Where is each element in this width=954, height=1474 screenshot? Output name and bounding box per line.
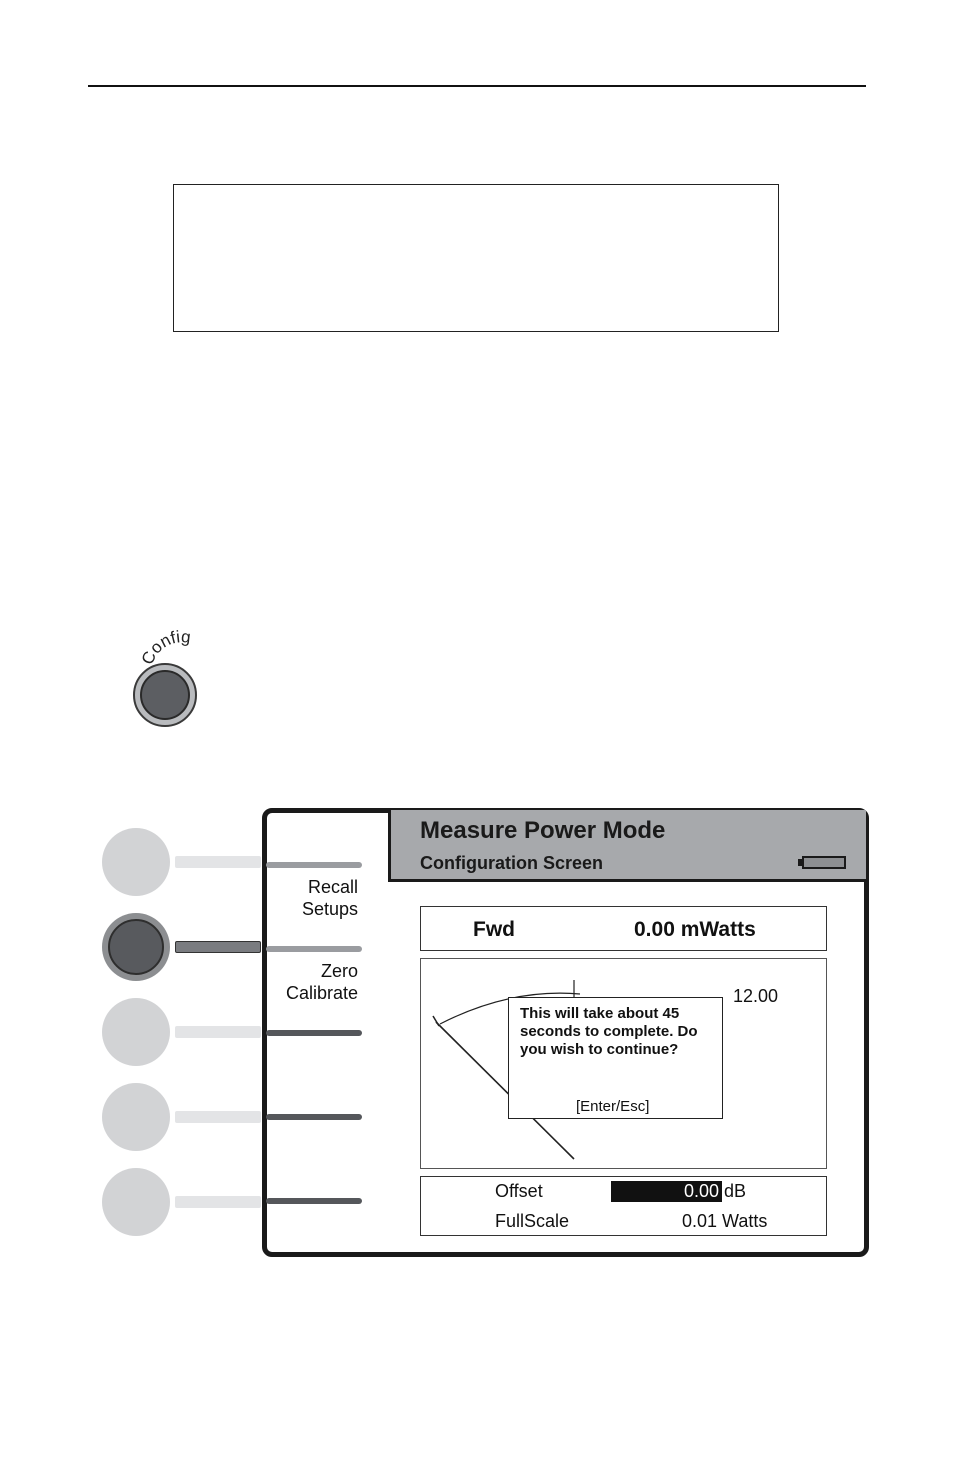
- softkey-1-connector: [175, 856, 261, 868]
- screen-subtitle: Configuration Screen: [420, 853, 604, 873]
- softkey-5-connector: [175, 1196, 261, 1208]
- dialog-enter-esc-hint[interactable]: [Enter/Esc]: [576, 1098, 650, 1115]
- softkey-2-connector: [175, 941, 261, 953]
- softkey-4-button[interactable]: [102, 1083, 170, 1151]
- softkey-1-label-line1: Recall: [307, 877, 358, 897]
- softkey-recall-setups-label[interactable]: [302, 876, 358, 920]
- config-button[interactable]: [133, 663, 197, 727]
- note-box: [173, 184, 779, 332]
- softkey-1-button[interactable]: [102, 828, 170, 896]
- fullscale-value[interactable]: 0.01 Watts: [682, 1211, 768, 1231]
- screen-title: Measure Power Mode: [420, 817, 666, 844]
- config-label: Config: [137, 626, 192, 668]
- battery-icon: [802, 856, 846, 869]
- meter-max-label: 12.00: [733, 986, 779, 1006]
- softkey-zero-calibrate-label[interactable]: [286, 960, 358, 1004]
- softkey-1-line: [266, 862, 362, 868]
- softkey-5-button[interactable]: [102, 1168, 170, 1236]
- softkey-3-button[interactable]: [102, 998, 170, 1066]
- softkey-2-pressed-icon: [108, 919, 164, 975]
- fullscale-label: FullScale: [495, 1211, 570, 1231]
- offset-unit: dB: [724, 1181, 747, 1201]
- softkey-3-connector: [175, 1026, 261, 1038]
- reading-label: Fwd: [473, 918, 515, 941]
- softkey-1-label-line2: Setups: [301, 899, 358, 919]
- dialog-message: This will take about 45 seconds to complete. Do you wish to continue?: [520, 1005, 698, 1058]
- softkey-2-line: [266, 946, 362, 952]
- softkey-4-line: [266, 1114, 362, 1120]
- softkey-4-connector: [175, 1111, 261, 1123]
- softkey-5-line: [266, 1198, 362, 1204]
- offset-label: Offset: [495, 1181, 543, 1201]
- softkey-2-label-line2: Calibrate: [285, 983, 358, 1003]
- reading-value: 0.00 mWatts: [634, 918, 756, 941]
- softkey-2-button[interactable]: [102, 913, 170, 981]
- knob-icon: [140, 670, 190, 720]
- softkey-3-line: [266, 1030, 362, 1036]
- offset-value[interactable]: 0.00: [683, 1181, 719, 1201]
- page-top-rule: [88, 85, 866, 87]
- softkey-2-label-line1: Zero: [320, 961, 358, 981]
